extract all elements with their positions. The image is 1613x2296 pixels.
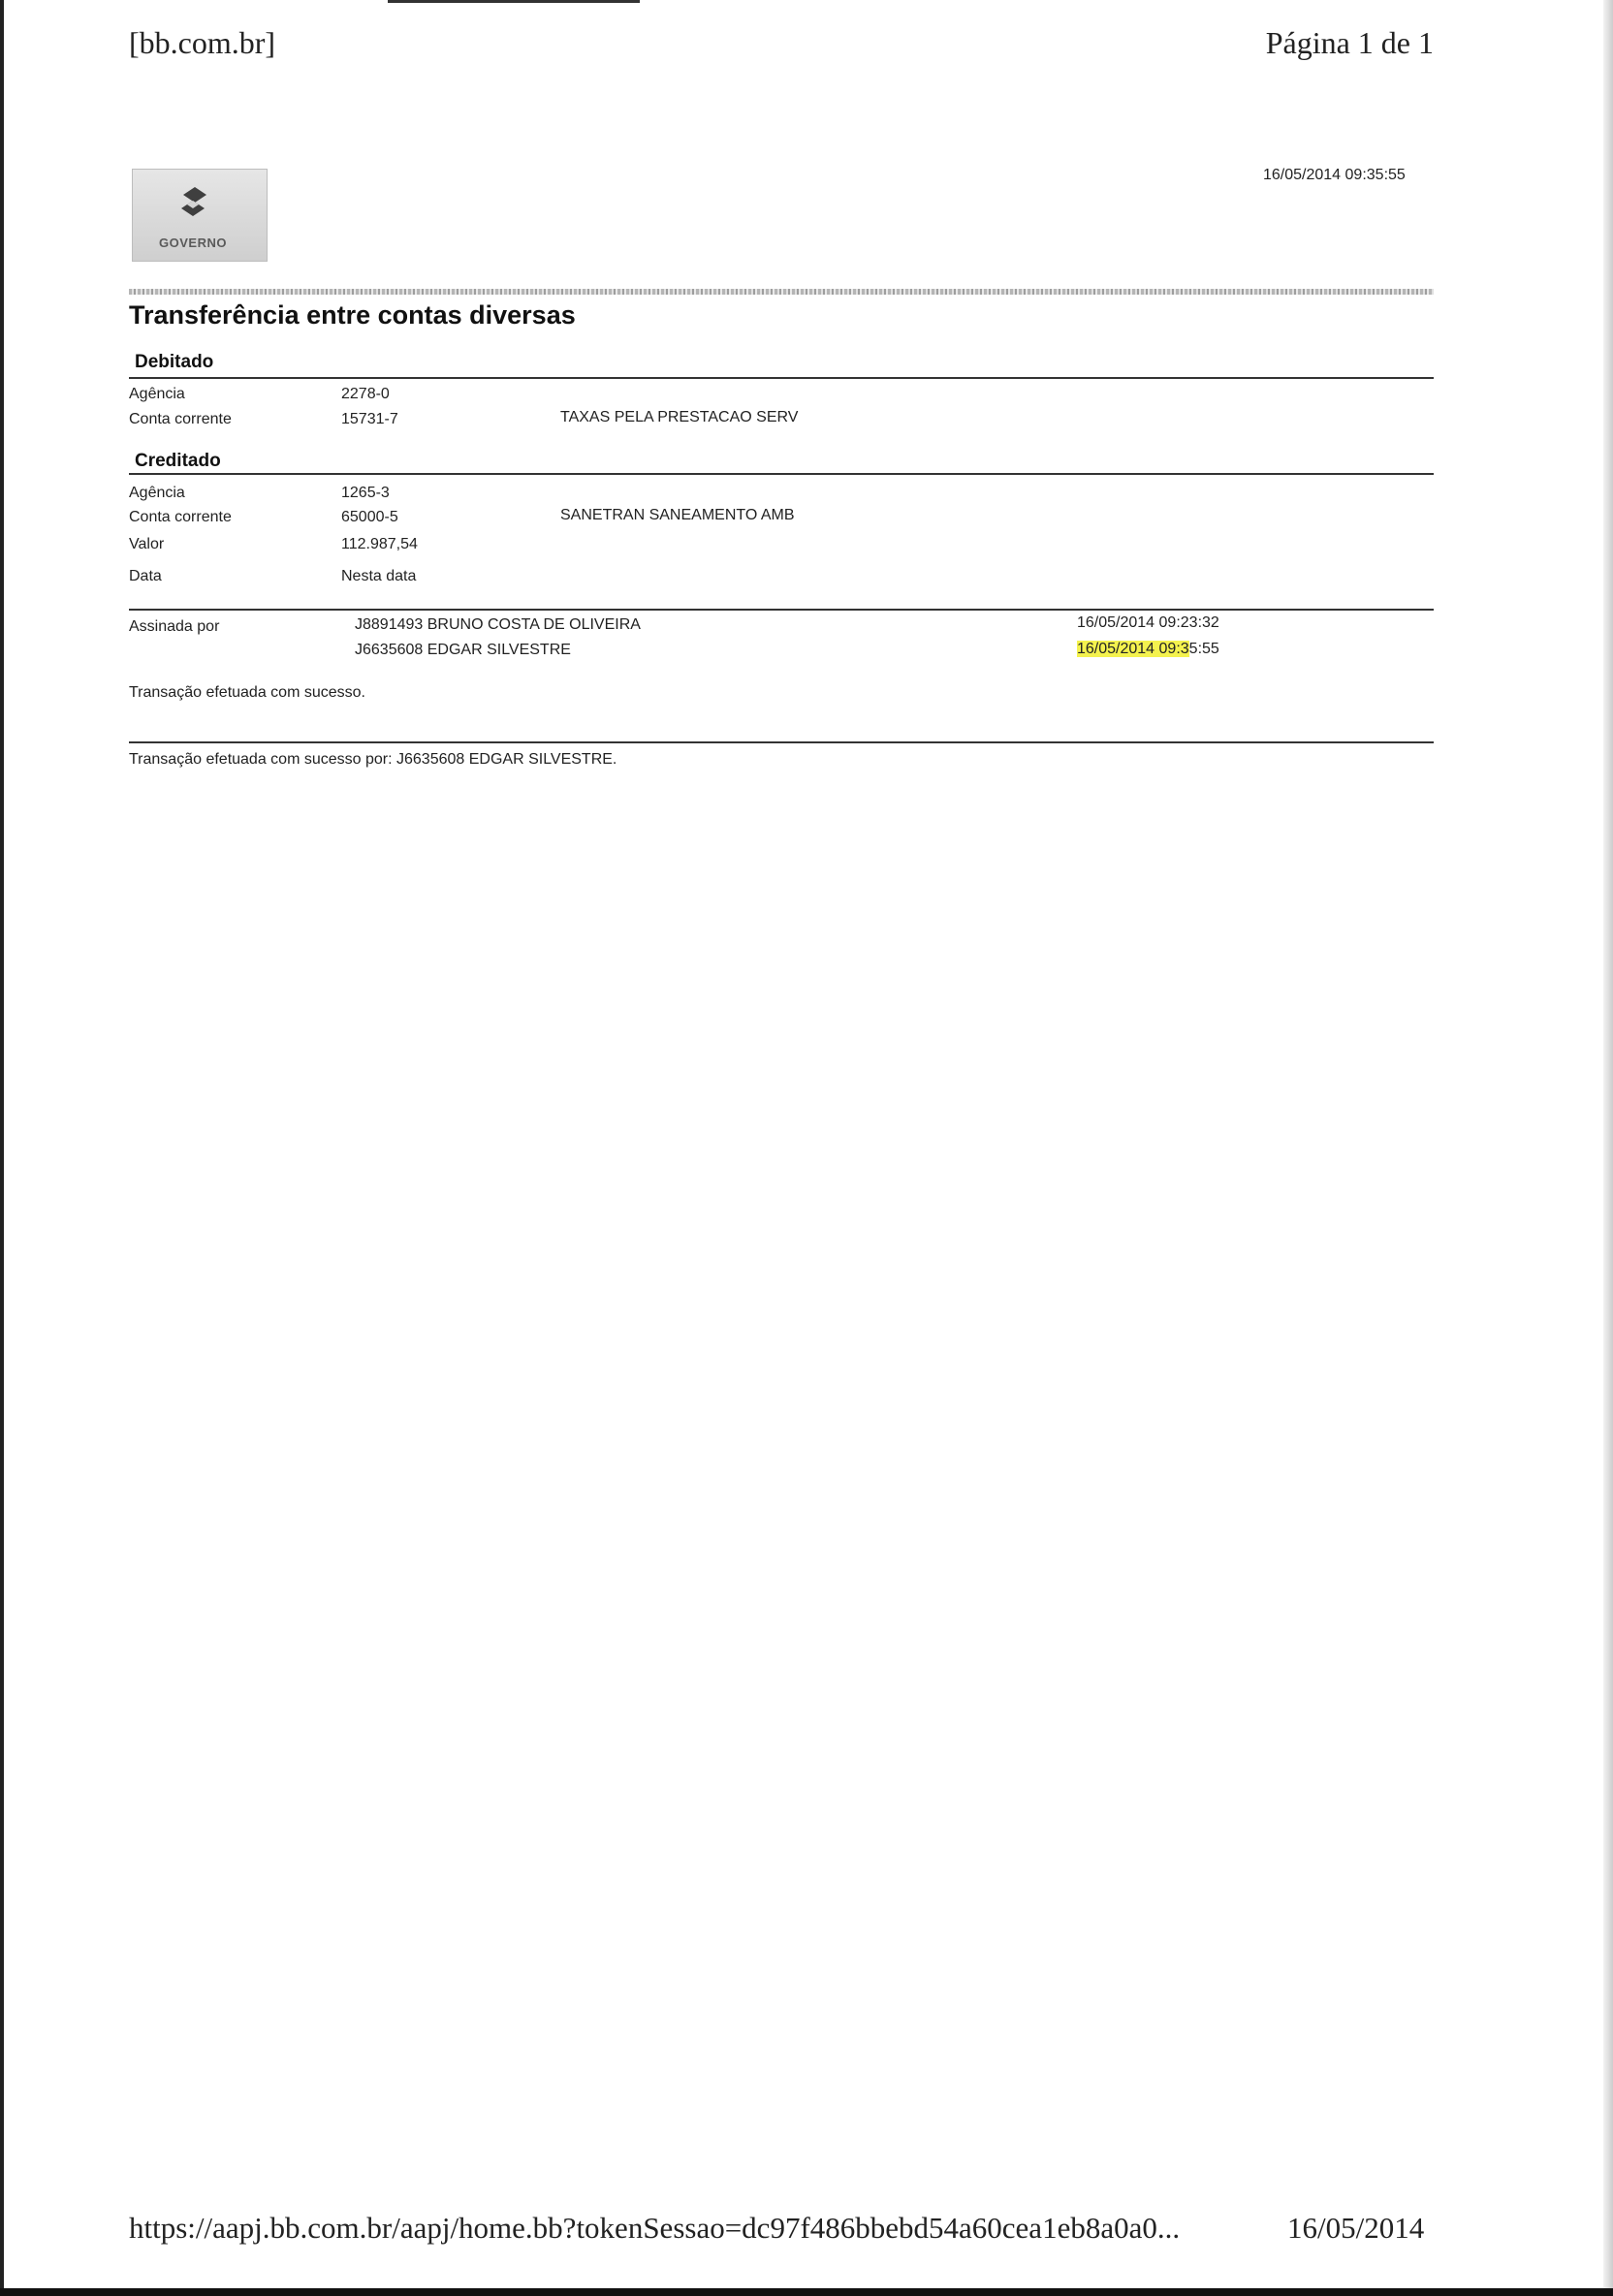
header-divider (129, 289, 1434, 295)
highlighted-time: 16/05/2014 09:3 (1077, 641, 1189, 657)
print-header-site: [bb.com.br] (129, 25, 276, 60)
print-header-page: Página 1 de 1 (1265, 25, 1434, 60)
signer-name: J6635608 EDGAR SILVESTRE (355, 642, 571, 658)
signer-name: J8891493 BRUNO COSTA DE OLIVEIRA (355, 616, 641, 633)
debit-agencia-value: 2278-0 (341, 386, 390, 402)
valor-label: Valor (129, 536, 165, 552)
scan-edge-bottom (0, 2288, 1613, 2296)
print-footer-url: https://aapj.bb.com.br/aapj/home.bb?tokenSessao=dc97f486bbebd54a60cea1eb8a0a0... (129, 2211, 1181, 2245)
scan-edge-left (0, 0, 4, 2296)
logo-text: GOVERNO (159, 236, 227, 250)
section-debitado-rule (129, 377, 1434, 379)
issue-timestamp: 16/05/2014 09:35:55 (1263, 167, 1406, 183)
credit-agencia-label: Agência (129, 485, 185, 501)
credit-agencia-value: 1265-3 (341, 485, 390, 501)
section-creditado-heading: Creditado (135, 451, 221, 471)
bb-logo-icon (179, 181, 208, 228)
valor-value: 112.987,54 (341, 536, 418, 552)
data-value: Nesta data (341, 568, 417, 584)
status-by-message: Transação efetuada com sucesso por: J6635608 EDGAR SILVESTRE. (129, 751, 617, 768)
section-debitado-heading: Debitado (135, 352, 214, 372)
scan-edge-right (1603, 0, 1613, 2296)
page-title: Transferência entre contas diversas (129, 300, 576, 330)
bb-governo-logo (132, 169, 268, 262)
signatures-label: Assinada por (129, 618, 220, 635)
time-remainder: 5:55 (1188, 641, 1219, 657)
status-message: Transação efetuada com sucesso. (129, 684, 365, 701)
scan-edge-top (388, 0, 640, 3)
debit-conta-label: Conta corrente (129, 411, 232, 427)
credit-conta-value: 65000-5 (341, 509, 398, 525)
credit-conta-desc: SANETRAN SANEAMENTO AMB (560, 507, 795, 523)
debit-conta-desc: TAXAS PELA PRESTACAO SERV (560, 409, 799, 425)
status-rule (129, 741, 1434, 743)
signer-time (1077, 641, 1219, 658)
debit-conta-value: 15731-7 (341, 411, 398, 427)
section-creditado-rule (129, 473, 1434, 475)
signer-time: 16/05/2014 09:23:32 (1077, 614, 1219, 631)
credit-conta-label: Conta corrente (129, 509, 232, 525)
debit-agencia-label: Agência (129, 386, 185, 402)
data-label: Data (129, 568, 162, 584)
signatures-rule (129, 609, 1434, 611)
print-footer-date: 16/05/2014 (1287, 2211, 1425, 2245)
